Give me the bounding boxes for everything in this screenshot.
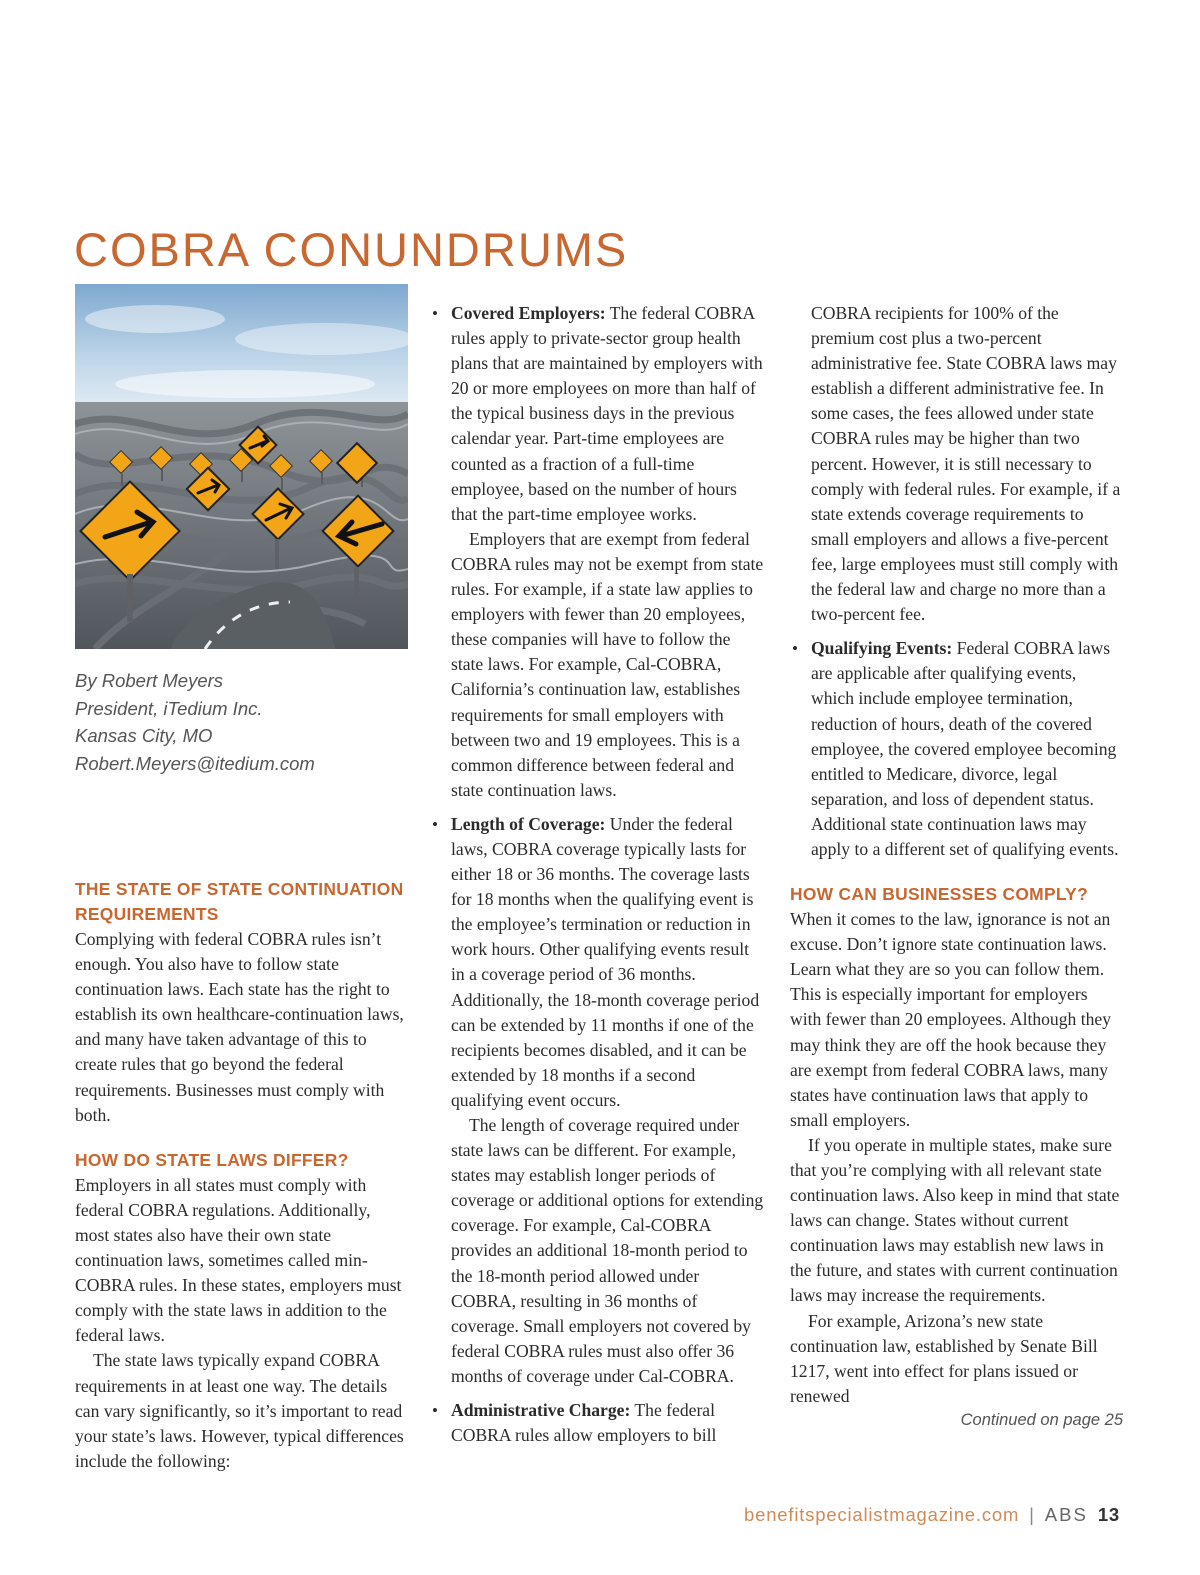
section-paragraph: Complying with federal COBRA rules isn’t enough. You also have to follow state continuation laws. Each state has the right to establish its own healthcare-continuation laws, and many have taken advantage of this to create rules that go beyond the federal requirements. Businesses must comply with both. [75,929,404,1125]
list-item-qualifying-events [790,636,1123,862]
column-1 [75,877,408,1474]
list-item-administrative-charge [430,1398,764,1448]
bullet-term: Qualifying Events: [811,638,953,659]
column-3 [790,301,1123,1431]
bullet-text: Under the federal laws, COBRA coverage typically lasts for either 18 or 36 months. The coverage lasts for 18 months when the qualifying event is the employee’s termination or reduction in work hours. Other qualifying events result in a coverage period of 36 months. Additionally, the 18-month coverage period can be extended by 11 months if one of the recipients becomes disabled, and it can be extended by 18 months if a second qualifying event occurs. [451,813,760,1110]
section-heading-state-laws-differ: HOW DO STATE LAWS DIFFER? [75,1149,349,1170]
section-paragraph: Employers in all states must comply with federal COBRA regulations. Additionally, most states also have their own state continuation laws, sometimes called min-COBRA rules. In these states, employers must comply with the state laws in addition to the federal laws. [75,1174,402,1346]
bullet-paragraph: Employers that are exempt from federal COBRA rules may not be exempt from state rules. For example, if a state law applies to employers with fewer than 20 employees, these companies will have to follow the state laws. For example, Cal-COBRA, California’s continuation law, establishes requirements for small employers with between two and 19 employees. This is a common difference between federal and state continuation laws. [451,528,764,800]
footer-separator: | [1029,1504,1035,1525]
footer-website: benefitspecialistmagazine.com [744,1504,1020,1525]
bullet-term: Covered Employers: [451,303,606,323]
author-name: By Robert Meyers [75,670,224,691]
bullet-text: The federal COBRA rules allow employers to bill [451,1400,717,1446]
section-paragraph: If you operate in multiple states, make sure that you’re complying with all relevant state continuation laws. Also keep in mind that state laws can change. States without current continuation laws may establish new laws in the future, and states with current continuation laws may increase the requirements. [790,1134,1120,1306]
author-email: Robert.Meyers@itedium.com [75,752,315,774]
page-footer [744,1502,1120,1528]
author-location: Kansas City, MO [75,725,213,746]
section-paragraph: For example, Arizona’s new state continuation law, established by Senate Bill 1217, went into effect for plans issued or renewed [790,1310,1098,1406]
differences-list [430,301,764,1448]
road-signs-maze-illustration [75,284,408,649]
section-heading-state-requirements: THE STATE OF STATE CONTINUATION REQUIREMENTS [75,879,404,924]
page-number: 13 [1097,1504,1120,1525]
bullet-paragraph: The length of coverage required under state laws can be different. For example, states may establish longer periods of coverage or additional options for extending coverage. For example, Cal-COBRA provides an additional 18-month period to the 18-month period allowed under COBRA, resulting in 36 months of coverage. Small employers not covered by federal COBRA rules must also offer 36 months of coverage under Cal-COBRA. [451,1115,764,1386]
bullet-text: Federal COBRA laws are applicable after qualifying events, which include employee termination, reduction of hours, death of the covered employee, the covered employee becoming entitled to Medicare, divorce, legal separation, and loss of dependent status. Additional state continuation laws may apply to a different set of qualifying events. [811,638,1119,859]
article-title: COBRA CONUNDRUMS [74,223,629,276]
section-paragraph: The state laws typically expand COBRA requirements in at least one way. The details can vary significantly, so it’s important to read your state’s laws. However, typical differences include the following: [75,1350,404,1471]
bullet-text: The federal COBRA rules apply to private-sector group health plans that are maintained by employers with 20 or more employees on more than half of the typical business days in the previous calendar year. Part-time employees are counted as a fraction of a full-time employee, based on the number of hours that the part-time employee works. [451,303,763,524]
differences-list-continued [790,636,1123,862]
bullet-continuation: COBRA recipients for 100% of the premium cost plus a two-percent administrative fee. State COBRA laws may establish a different administrative fee. In some cases, the fees allowed under state COBRA rules may be higher than two percent. However, it is still necessary to comply with federal rules. For example, if a state extends coverage requirements to small employers and allows a five-percent fee, large employees must still comply with the federal law and charge no more than a two-percent fee. [811,303,1121,625]
list-item-covered-employers [430,301,764,803]
author-byline [75,667,415,777]
footer-publication: ABS [1044,1504,1088,1525]
bullet-term: Administrative Charge: [451,1400,631,1421]
section-paragraph: When it comes to the law, ignorance is not an excuse. Don’t ignore state continuation laws. Learn what they are so you can follow them. This is especially important for employers with fewer than 20 employees. Although they may think they are off the hook because they are exempt from federal COBRA laws, many states have continuation laws that apply to small employers. [790,909,1112,1130]
column-2 [430,301,764,1448]
section-heading-businesses-comply: HOW CAN BUSINESSES COMPLY? [790,884,1088,905]
continued-note: Continued on page 25 [960,1410,1123,1429]
list-item-length-of-coverage [430,812,764,1389]
author-position: President, iTedium Inc. [75,697,263,719]
bullet-term: Length of Coverage: [451,813,606,834]
